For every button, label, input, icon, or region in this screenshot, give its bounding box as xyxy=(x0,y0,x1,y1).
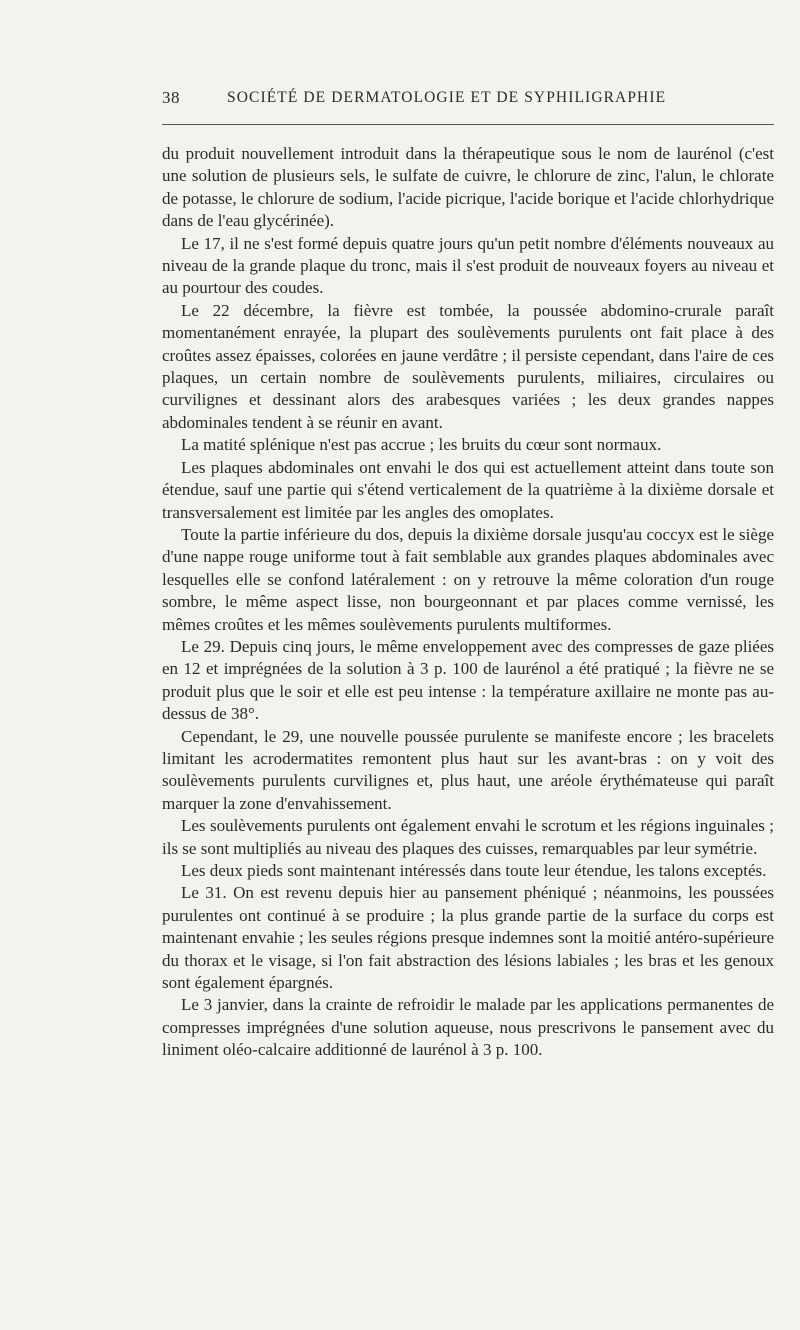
page-header xyxy=(162,88,774,114)
paragraph: Les plaques abdominales ont envahi le dos qui est actuellement atteint dans toute son étendue, sauf une partie qui s'étend verticalement de la quatrième à la dixième dorsale et transversalement est limitée par les angles des omoplates. xyxy=(162,457,774,522)
page-number: 38 xyxy=(162,88,180,107)
paragraph: Les soulèvements purulents ont également envahi le scrotum et les régions inguinales ; ils se sont multipliés au niveau des plaques des cuisses, remarquables par leur symétrie. xyxy=(162,816,774,858)
paragraph: Le 31. On est revenu depuis hier au pansement phéniqué ; néanmoins, les poussées purulentes ont continué à se produire ; la plus grande partie de la surface du corps est maintenant envahie ; les seules régions presque indemnes sont la moitié antéro-supérieure du thorax et le visage, si l'on fait abstraction des lésions labiales ; les bras et les genoux sont également épargnés. xyxy=(162,883,774,993)
paragraph: Le 22 décembre, la fièvre est tombée, la poussée abdomino-crurale paraît momentanément enrayée, la plupart des soulèvements purulents ont fait place à des croûtes assez épaisses, colorées en jaune verdâtre ; il persiste cependant, dans l'aire de ces plaques, un certain nombre de soulèvements purulents, miliaires, circulaires ou curvilignes et dessinant alors des arabesques variées ; les deux grandes nappes abdominales tendent à se réunir en avant. xyxy=(162,300,774,432)
paragraph: La matité splénique n'est pas accrue ; les bruits du cœur sont normaux. xyxy=(181,435,662,455)
paragraph: Le 17, il ne s'est formé depuis quatre jours qu'un petit nombre d'éléments nouveaux au niveau de la grande plaque du tronc, mais il s'est produit de nouveaux foyers au niveau et au pourtour des coudes. xyxy=(162,233,774,298)
running-title: SOCIÉTÉ DE DERMATOLOGIE ET DE SYPHILIGRAPHIE xyxy=(227,89,667,106)
paragraph: du produit nouvellement introduit dans la thérapeutique sous le nom de laurénol (c'est une solution de plusieurs sels, le sulfate de cuivre, le chlorure de zinc, l'alun, le chlorate de potasse, le chlorure de sodium, l'acide picrique, l'acide borique et l'acide chlorhydrique dans de l'eau glycérinée). xyxy=(162,144,774,231)
paragraph: Les deux pieds sont maintenant intéressés dans toute leur étendue, les talons exceptés. xyxy=(181,861,767,880)
paragraph: Toute la partie inférieure du dos, depuis la dixième dorsale jusqu'au coccyx est le siège d'une nappe rouge uniforme tout à fait semblable aux grandes plaques abdominales avec lesquelles elle se confond latéralement : on y retrouve la même coloration d'un rouge sombre, le même aspect lisse, non bourgeonnant et par places comme vernissé, les mêmes croûtes et les mêmes soulèvements purulents multiformes. xyxy=(162,524,774,634)
paragraph: Le 29. Depuis cinq jours, le même enveloppement avec des compresses de gaze pliées en 12 et imprégnées de la solution à 3 p. 100 de laurénol a été pratiqué ; la fièvre ne se produit plus que le soir et elle est peu intense : la température axillaire ne monte pas au-dessus de 38°. xyxy=(162,636,774,724)
header-rule xyxy=(162,124,774,125)
paragraph: Le 3 janvier, dans la crainte de refroidir le malade par les applications permanentes de compresses imprégnées d'une solution aqueuse, nous prescrivons le pansement avec du liniment oléo-calcaire additionné de laurénol à 3 p. 100. xyxy=(162,995,774,1060)
body-text xyxy=(162,143,774,1062)
paragraph: Cependant, le 29, une nouvelle poussée purulente se manifeste encore ; les bracelets limitant les acrodermatites remontent plus haut sur les avant-bras : on y voit des soulèvements purulents curvilignes et, plus haut, une aréole érythémateuse qui paraît marquer la zone d'envahissement. xyxy=(162,726,774,813)
